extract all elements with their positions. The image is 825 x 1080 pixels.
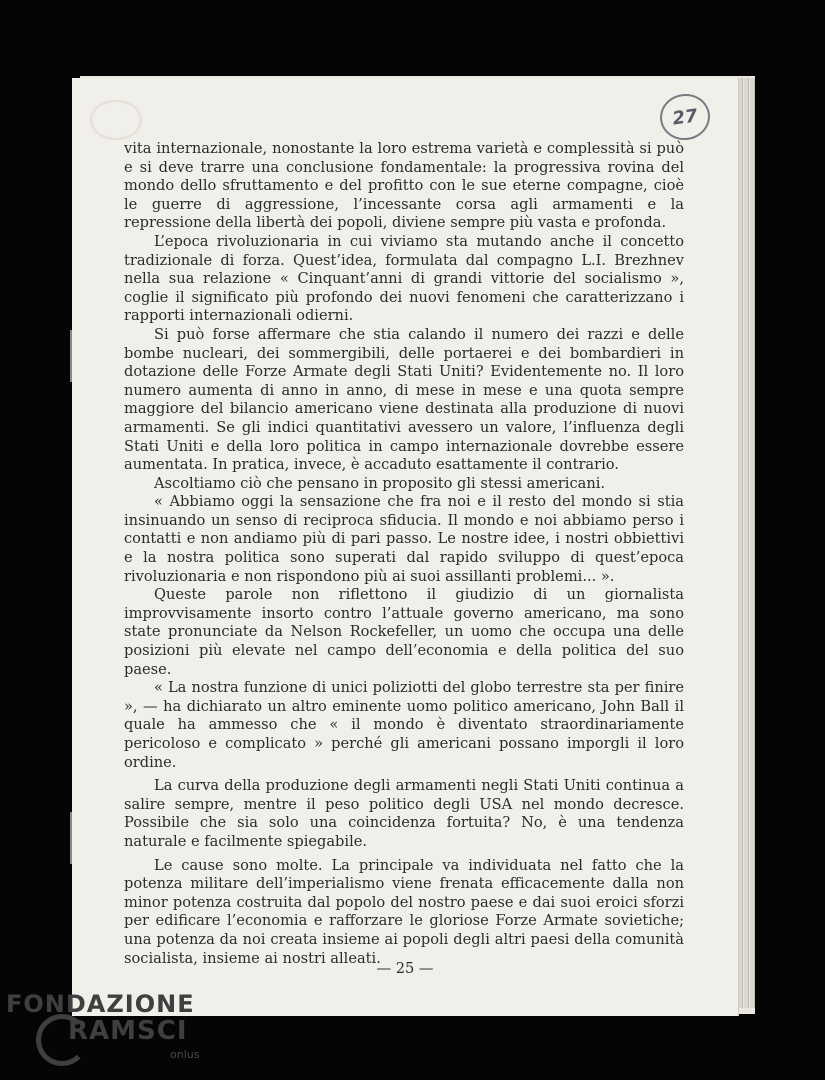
page-edge xyxy=(738,78,743,1008)
body-text xyxy=(124,140,684,968)
logo-suffix: onlus xyxy=(170,1048,200,1061)
paragraph: Le cause sono molte. La principale va individuata nel fatto che la potenza militare dell’imperialismo viene frenata efficacemente dalla non minor potenza costruita dal popolo del nostro paese e dai suoi eroici sforzi per edificare l’economia e rafforzare le gloriose Forze Armate sovietiche; una potenza da noi creata insieme ai popoli degli altri paesi della comunità socialista, insieme ai nostri alleati. xyxy=(124,856,684,967)
paragraph: La curva della produzione degli armamenti negli Stati Uniti continua a salire sempre, mentre il peso politico degli USA nel mondo decresce. Possibile che sia solo una coincidenza fortuita? No, è una tendenza naturale e facilmente spiegabile. xyxy=(124,777,684,850)
page-edge xyxy=(750,78,755,1008)
page-number: — 25 — xyxy=(376,960,434,977)
paragraph: Si può forse affermare che stia calando il numero dei razzi e delle bombe nucleari, dei sommergibili, delle portaerei e dei bombardieri in dotazione delle Forze Armate degli Stati Uniti? Evidentemente no. Il loro numero aumenta di anno in anno, di mese in mese e una quota sempre maggiore del bilancio americano viene destinata alla produzione di nuovi armamenti. Se gli indici quantitativi avessero un valore, l’influenza degli Stati Uniti e della loro politica in campo internazionale dovrebbe essere aumentata. In pratica, invece, è accaduto esattamente il contrario. xyxy=(124,325,684,474)
archive-stamp: 27 xyxy=(657,91,713,144)
paragraph: L’epoca rivoluzionaria in cui viviamo sta mutando anche il concetto tradizionale di forza. Quest’idea, formulata dal compagno L.I. Brezhnev nella sua relazione « Cinquant’anni di grandi vittorie del socialismo », coglie il significato più profondo dei nuovi fenomeni che caratterizzano i rapporti internazionali odierni. xyxy=(124,232,684,325)
fondazione-gramsci-logo xyxy=(6,990,206,1080)
faded-stamp-mark xyxy=(90,100,142,140)
document-page xyxy=(72,78,738,1016)
paragraph: Ascoltiamo ciò che pensano in proposito gli stessi americani. xyxy=(154,474,606,492)
paragraph: « Abbiamo oggi la sensazione che fra noi e il resto del mondo si stia insinuando un senso di reciproca sfiducia. Il mondo e noi abbiamo perso i contatti e non andiamo più di pari passo. Le nostre idee, i nostri obbiettivi e la nostra politica sono superati dal rapido sviluppo di quest’epoca rivoluzionaria e non rispondono più ai suoi assillanti problemi... ». xyxy=(124,493,684,585)
paragraph: vita internazionale, nonostante la loro estrema varietà e complessità si può e si deve trarre una conclusione fondamentale: la progressiva rovina del mondo dello sfruttamento e del profitto con le sue eterne compagne, cioè le guerre di aggressione, l’incessante corsa agli armamenti e la repressione della libertà dei popoli, diviene sempre più vasta e profonda. xyxy=(124,140,684,232)
logo-line-1: FONDAZIONE xyxy=(6,990,195,1018)
paragraph: Queste parole non riflettono il giudizio di un giornalista improvvisamente insorto contro l’attuale governo americano, ma sono state pronunciate da Nelson Rockefeller, un uomo che occupa una delle posizioni più elevate nel campo dell’economia e della politica del suo paese. xyxy=(124,586,684,678)
logo-line-2: RAMSCI xyxy=(68,1016,188,1046)
page-edge xyxy=(744,78,749,1008)
paragraph: « La nostra funzione di unici poliziotti del globo terrestre sta per finire », — ha dichiarato un altro eminente uomo politico americano, John Ball il quale ha ammesso che « il mondo è diventato straordinariamente pericoloso e complicato » perché gli americani possano imporgli il loro ordine. xyxy=(124,679,684,771)
